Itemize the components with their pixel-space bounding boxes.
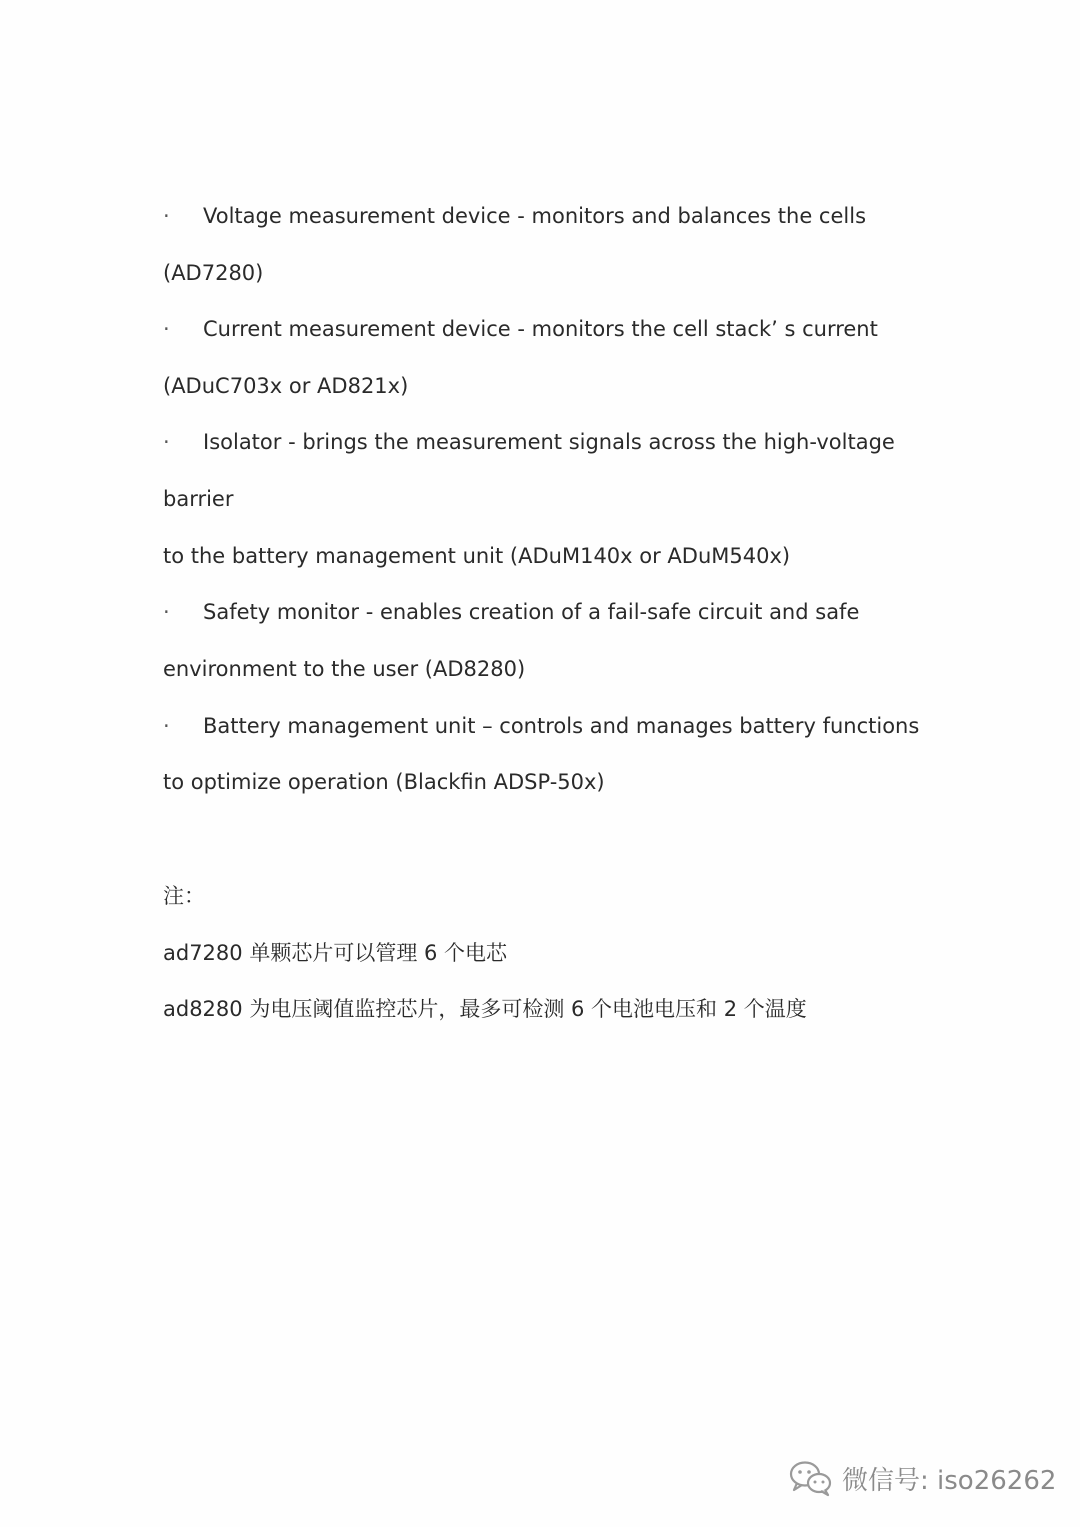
bullet-line-battery-management [163,712,919,740]
bullet-symbol: · [163,317,170,341]
bullet-line-safety-monitor [163,598,859,626]
continuation-line: barrier [163,487,234,511]
bullet-symbol: · [163,714,170,738]
notes-heading: 注： [163,884,205,908]
bullet-line-current [163,315,878,343]
bullet-symbol: · [163,600,170,624]
watermark-text: 微信号: iso26262 [842,1465,1057,1496]
bullet-line-voltage [163,202,866,230]
note-item: ad7280 单颗芯片可以管理 6 个电芯 [163,941,508,965]
continuation-line: to optimize operation (Blackfin ADSP-50x) [163,770,605,794]
continuation-line: (ADuC703x or AD821x) [163,374,409,398]
note-item: ad8280 为电压阈值监控芯片，最多可检测 6 个电池电压和 2 个温度 [163,997,807,1021]
continuation-line: (AD7280) [163,261,264,285]
bullet-symbol: · [163,430,170,454]
line-text: Isolator - brings the measurement signals across the high-voltage [203,430,895,454]
bullet-line-isolator [163,428,895,456]
continuation-line: environment to the user (AD8280) [163,657,526,681]
continuation-line: to the battery management unit (ADuM140x or ADuM540x) [163,544,791,568]
line-text: Battery management unit – controls and manages battery functions [203,714,920,738]
line-text: Voltage measurement device - monitors and balances the cells [203,204,867,228]
bullet-symbol: · [163,204,170,228]
line-text: Current measurement device - monitors the cell stack’ s current [203,317,878,341]
wechat-icon [788,1458,834,1498]
wechat-watermark [788,1458,1056,1498]
line-text: Safety monitor - enables creation of a fail-safe circuit and safe [203,600,860,624]
